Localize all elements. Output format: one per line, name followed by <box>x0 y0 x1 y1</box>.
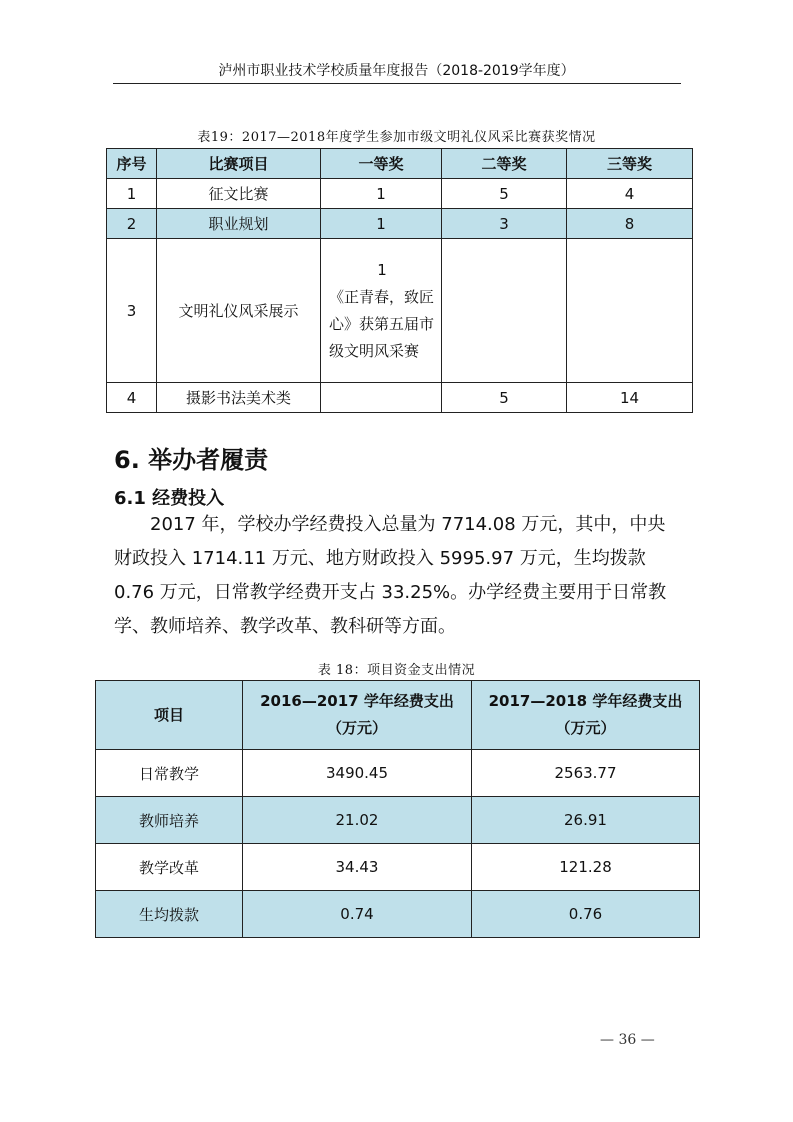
award-table <box>106 148 693 413</box>
expense-table <box>95 680 700 938</box>
table-cell <box>442 239 567 383</box>
table-row <box>107 209 693 239</box>
table-cell: 教学改革 <box>96 844 243 891</box>
table-cell: 1 <box>321 209 442 239</box>
table-row <box>96 891 700 938</box>
table-cell: 21.02 <box>243 797 472 844</box>
column-header-line: 2017—2018 学年经费支出 <box>488 692 683 710</box>
table-cell: 4 <box>107 383 157 413</box>
body-paragraph <box>114 508 682 644</box>
column-header: 三等奖 <box>567 149 693 179</box>
table-row <box>107 179 693 209</box>
column-header-line: 2016—2017 学年经费支出 <box>260 692 454 710</box>
table-cell <box>321 383 442 413</box>
table-row <box>107 239 693 383</box>
table-row <box>96 797 700 844</box>
table-cell: 职业规划 <box>157 209 321 239</box>
table-cell: 14 <box>567 383 693 413</box>
table-cell: 摄影书法美术类 <box>157 383 321 413</box>
table-row <box>96 750 700 797</box>
table-cell: 教师培养 <box>96 797 243 844</box>
page-number: — 36 — <box>600 1032 655 1048</box>
table-cell: 26.91 <box>472 797 700 844</box>
column-header-unit: （万元） <box>555 719 616 737</box>
column-header: 比赛项目 <box>157 149 321 179</box>
table-cell: 0.74 <box>243 891 472 938</box>
column-header-unit: （万元） <box>326 719 387 737</box>
table-cell: 3490.45 <box>243 750 472 797</box>
award-note: 《正青春，致匠心》获第五届市级文明风采赛 <box>329 287 435 360</box>
table-cell: 121.28 <box>472 844 700 891</box>
table-cell: 1 <box>107 179 157 209</box>
table-cell: 生均拨款 <box>96 891 243 938</box>
table18-caption: 表 18：项目资金支出情况 <box>317 663 476 678</box>
column-header <box>243 681 472 750</box>
first-prize-note-cell <box>321 239 442 383</box>
column-header: 序号 <box>107 149 157 179</box>
paragraph-text: 2017 年，学校办学经费投入总量为 7714.08 万元，其中，中央财政投入 1714.11 万元、地方财政投入 5995.97 万元，生均拨款 0.76 万元，日常教学经费开支占 33.25%。办学经费主要用于日常教学、教师培养、教学改革、教科研等方面。 <box>114 514 667 637</box>
table-cell: 4 <box>567 179 693 209</box>
header-rule <box>113 83 681 84</box>
table-header-row <box>107 149 693 179</box>
table-cell: 文明礼仪风采展示 <box>157 239 321 383</box>
table-cell: 征文比赛 <box>157 179 321 209</box>
table-cell: 3 <box>442 209 567 239</box>
column-header: 二等奖 <box>442 149 567 179</box>
column-header: 一等奖 <box>321 149 442 179</box>
table-cell-value: 1 <box>377 260 387 279</box>
report-header: 泸州市职业技术学校质量年度报告（2018-2019学年度） <box>218 63 575 79</box>
table-cell: 5 <box>442 383 567 413</box>
table-cell: 0.76 <box>472 891 700 938</box>
table-cell: 2563.77 <box>472 750 700 797</box>
table-cell <box>567 239 693 383</box>
table-cell: 5 <box>442 179 567 209</box>
column-header: 项目 <box>96 681 243 750</box>
table-cell: 34.43 <box>243 844 472 891</box>
table-cell: 2 <box>107 209 157 239</box>
table-cell: 8 <box>567 209 693 239</box>
table-cell: 1 <box>321 179 442 209</box>
section-heading: 6. 举办者履责 <box>114 446 269 474</box>
table-cell: 日常教学 <box>96 750 243 797</box>
subsection-heading: 6.1 经费投入 <box>114 488 225 509</box>
table-row <box>107 383 693 413</box>
column-header <box>472 681 700 750</box>
table-row <box>96 844 700 891</box>
table-cell: 3 <box>107 239 157 383</box>
table-header-row <box>96 681 700 750</box>
table19-caption: 表19：2017—2018年度学生参加市级文明礼仪风采比赛获奖情况 <box>197 130 596 145</box>
